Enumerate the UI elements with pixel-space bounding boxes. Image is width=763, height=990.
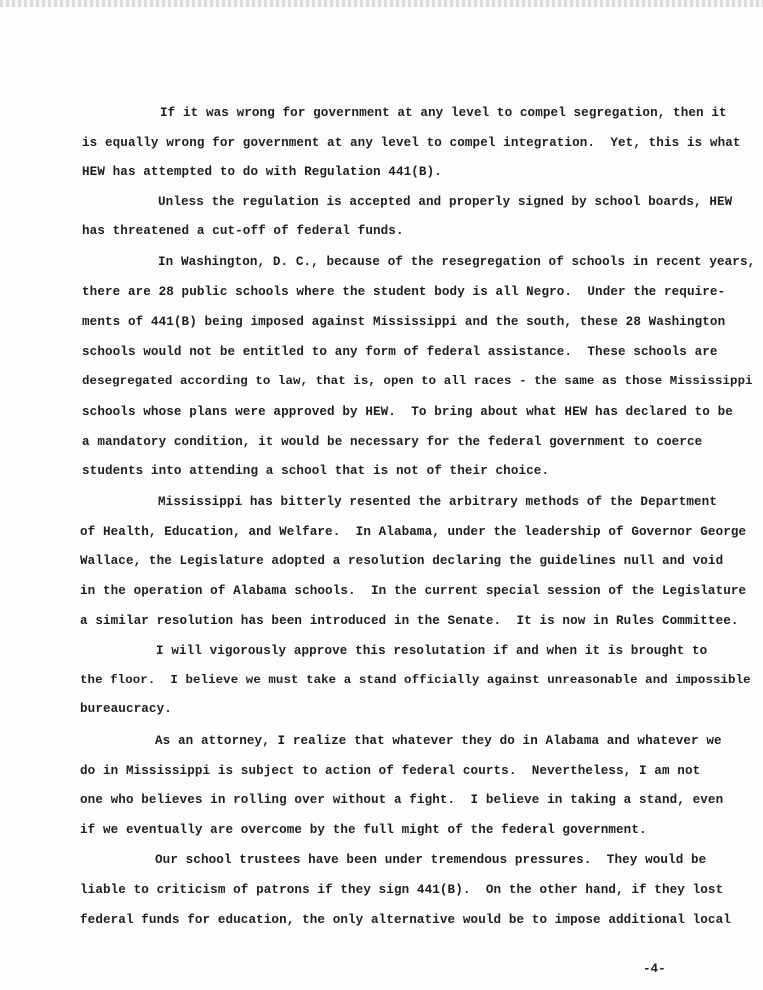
body-line: has threatened a cut-off of federal funds. — [82, 224, 404, 238]
body-line: students into attending a school that is not of their choice. — [82, 464, 550, 478]
body-line: HEW has attempted to do with Regulation 441(B). — [82, 165, 442, 179]
body-line: Our school trustees have been under tremendous pressures. They would be — [155, 853, 707, 867]
body-line: If it was wrong for government at any level to compel segregation, then it — [160, 106, 727, 120]
body-line: I will vigorously approve this resolutation if and when it is brought to — [156, 644, 708, 658]
body-line: schools whose plans were approved by HEW. To bring about what HEW has declared to be — [82, 405, 733, 419]
body-line: In Washington, D. C., because of the resegregation of schools in recent years, — [158, 255, 756, 269]
body-line: one who believes in rolling over without a fight. I believe in taking a stand, even — [80, 793, 724, 807]
body-line: a similar resolution has been introduced in the Senate. It is now in Rules Committee. — [80, 614, 739, 628]
body-line: there are 28 public schools where the student body is all Negro. Under the require- — [82, 285, 726, 299]
body-line: Mississippi has bitterly resented the arbitrary methods of the Department — [158, 495, 717, 509]
body-line: desegregated according to law, that is, open to all races - the same as those Mississippi — [82, 374, 753, 388]
body-line: Wallace, the Legislature adopted a resolution declaring the guidelines null and void — [80, 554, 724, 568]
body-line: liable to criticism of patrons if they sign 441(B). On the other hand, if they lost — [80, 883, 724, 897]
page-number: -4- — [643, 962, 666, 976]
body-line: federal funds for education, the only alternative would be to impose additional local — [80, 913, 731, 927]
body-line: is equally wrong for government at any level to compel integration. Yet, this is what — [82, 136, 741, 150]
body-line: if we eventually are overcome by the full might of the federal government. — [80, 823, 647, 837]
body-line: bureaucracy. — [80, 702, 172, 716]
body-line: do in Mississippi is subject to action of federal courts. Nevertheless, I am not — [80, 764, 701, 778]
body-line: a mandatory condition, it would be necessary for the federal government to coerce — [82, 435, 703, 449]
body-line: Unless the regulation is accepted and properly signed by school boards, HEW — [158, 195, 733, 209]
body-line: As an attorney, I realize that whatever they do in Alabama and whatever we — [155, 734, 722, 748]
body-line: of Health, Education, and Welfare. In Alabama, under the leadership of Governor George — [80, 525, 747, 539]
body-line: the floor. I believe we must take a stand officially against unreasonable and impossible — [80, 673, 751, 687]
body-line: in the operation of Alabama schools. In the current special session of the Legislature — [80, 584, 747, 598]
body-line: schools would not be entitled to any form of federal assistance. These schools are — [82, 345, 718, 359]
body-line: ments of 441(B) being imposed against Mississippi and the south, these 28 Washington — [82, 315, 726, 329]
